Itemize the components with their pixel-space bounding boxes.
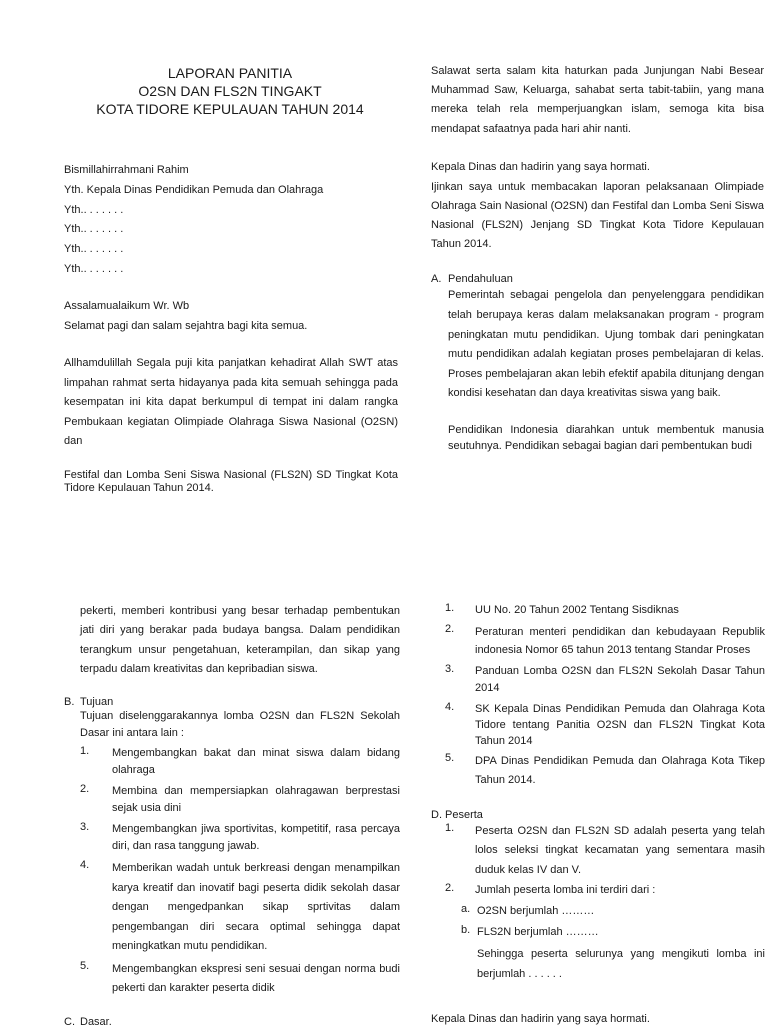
sub-list-item-text: FLS2N berjumlah ……… — [477, 925, 599, 938]
list-item — [80, 821, 400, 855]
section-b-marker: B. — [64, 696, 75, 709]
list-item-text: Mengembangkan ekspresi seni sesuai dengan norma budi pekerti dan karakter peserta didik — [112, 962, 400, 995]
title-line-3: KOTA TIDORE KEPULAUAN TAHUN 2014 — [96, 101, 364, 117]
dasar-list — [431, 602, 765, 790]
list-item-text: Jumlah peserta lomba ini terdiri dari : — [475, 883, 656, 896]
section-a-paragraph-2: Pendidikan Indonesia diarahkan untuk membentuk manusia seutuhnya. Pendidikan sebagai bagian dari pembentukan budi — [448, 423, 764, 452]
sub-list-item — [461, 903, 765, 920]
list-item-text: UU No. 20 Tahun 2002 Tentang Sisdiknas — [475, 604, 679, 616]
list-number: 2. — [80, 783, 90, 796]
list-item — [445, 663, 765, 697]
continuation-paragraph: pekerti, memberi kontribusi yang besar terhadap pembentukan jati diri yang berakar pada budaya bangsa. Dalam pendidikan terangkum unsur pengetahuan, keterampilan, dan sikap yang terpadu dalam kreativitas dan kepribadian siswa. — [80, 605, 400, 675]
salam-block — [64, 297, 398, 337]
section-b-title: Tujuan — [80, 696, 114, 709]
list-item-text: SK Kepala Dinas Pendidikan Pemuda dan Olahraga Kota Tidore tentang Panitia O2SN dan FLS2N Tingkat Kota Tahun 2014 — [475, 703, 765, 747]
list-item — [445, 822, 765, 880]
section-b-intro: Tujuan diselenggarakannya lomba O2SN dan FLS2N Sekolah Dasar ini antara lain : — [80, 710, 400, 740]
sub-list-item-text: O2SN berjumlah ……… — [477, 904, 595, 917]
section-a-title: Pendahuluan — [448, 273, 513, 286]
list-item — [80, 783, 400, 817]
list-item-text: Mengembangkan jiwa sportivitas, kompetitif, rasa percaya diri, dan rasa tanggung jawab. — [112, 823, 400, 853]
document-page-1 — [0, 0, 768, 512]
addressee-block — [64, 161, 398, 280]
salawat-paragraph: Salawat serta salam kita haturkan pada Junjungan Nabi Besear Muhammad Saw, Keluarga, sahabat serta tabit-tabiin, yang mana mereka telah rela memperjuangkan islam, semoga kita bisa mendapat safaatnya pada hari ahir nanti. — [431, 65, 764, 135]
list-number: 5. — [445, 752, 455, 764]
closing-salutation: Kepala Dinas dan hadirin yang saya hormati. — [431, 1012, 650, 1025]
title-line-1: LAPORAN PANITIA — [167, 65, 293, 81]
section-d-title: Peserta — [445, 809, 483, 821]
peserta-total: Sehingga peserta selurunya yang mengikuti lomba ini berjumlah . . . . . . — [477, 947, 765, 980]
salam: Assalamualaikum Wr. Wb — [64, 299, 190, 312]
list-item-text: Membina dan mempersiapkan olahragawan berprestasi sejak usia dini — [112, 785, 400, 815]
list-number: 3. — [80, 821, 90, 834]
section-c-marker: C. — [64, 1015, 75, 1028]
page1-left-column — [64, 64, 398, 494]
salam-greeting: Selamat pagi dan salam sejahtra bagi kita semua. — [64, 319, 308, 332]
peserta-list — [431, 822, 765, 984]
list-item-text: Peserta O2SN dan FLS2N SD adalah peserta yang telah lolos seleksi tingkat kecamatan yang sementara masih duduk kelas IV dan V. — [475, 825, 765, 876]
list-item — [445, 882, 765, 899]
list-item-text: Memberikan wadah untuk berkreasi dengan menampilkan karya kreatif dan inovatif bagi peserta didik sekolah dasar dengan mengedpankan sikap sprtivitas dalam pengembangan diri secara optimal sehingga dapat meningkatkan mutu pendidikan. — [112, 862, 400, 953]
section-a-heading — [431, 273, 764, 285]
list-number: 1. — [445, 822, 455, 834]
section-c-title: Dasar. — [80, 1015, 112, 1028]
list-number: 1. — [80, 745, 90, 758]
list-item — [80, 859, 400, 957]
sub-list-item — [461, 924, 765, 941]
sub-list-letter: a. — [461, 902, 471, 915]
list-item — [445, 602, 765, 619]
list-number: 4. — [445, 701, 455, 713]
addressee-line: Yth.. . . . . . . — [64, 262, 124, 275]
addressee-line: Yth.. . . . . . . — [64, 243, 124, 256]
list-item-text: Peraturan menteri pendidikan dan kebudayaan Republik indonesia Nomor 65 tahun 2013 tentang Standar Proses — [475, 626, 765, 656]
page2-left-column — [64, 602, 400, 1028]
section-c-heading — [64, 1016, 400, 1028]
page2-right-column — [431, 602, 765, 1024]
list-item-text: Mengembangkan bakat dan minat siswa dalam bidang olahraga — [112, 747, 400, 777]
list-number: 2. — [445, 623, 455, 635]
document-title — [62, 64, 398, 118]
section-d-marker: D. — [431, 809, 442, 821]
section-a-marker: A. — [431, 273, 442, 286]
section-b-heading — [64, 696, 400, 708]
list-number: 2. — [445, 881, 455, 894]
addressee-line: Yth.. . . . . . . — [64, 223, 124, 236]
page1-right-column — [431, 62, 764, 482]
section-d-heading — [431, 809, 765, 821]
list-item — [445, 752, 765, 790]
salutation: Kepala Dinas dan hadirin yang saya hormati. — [431, 160, 650, 173]
report-intro-paragraph: Ijinkan saya untuk membacakan laporan pelaksanaan Olimpiade Olahraga Sain Nasional (O2SN) dan Festifal dan Lomba Seni Siswa Nasional (FLS2N) Jenjang SD Tingkat Kota Tidore Kepulauan Tahun 2014. — [431, 180, 764, 251]
list-number: 1. — [445, 602, 455, 614]
title-line-2: O2SN DAN FLS2N TINGAKT — [138, 83, 322, 99]
list-item — [445, 623, 765, 659]
addressee-line: Yth.. . . . . . . — [64, 203, 124, 216]
list-number: 5. — [80, 959, 90, 972]
section-a-paragraph-1: Pemerintah sebagai pengelola dan penyelenggara pendidikan telah berupaya keras dalam melaksanakan program - program peningkatan mutu pendidikan. Ujung tombak dari peningkatan mutu pendidikan adalah kegiatan proses pembelajaran di kelas. Proses pembelajaran akan lebih efektif apabila ditunjang dengan kondisi kesehatan dan daya kreativitas siswa yang baik. — [448, 289, 764, 400]
sub-list-letter: b. — [461, 923, 471, 936]
list-number: 3. — [445, 663, 455, 675]
greeting: Bismillahirrahmani Rahim — [64, 164, 189, 176]
opening-paragraph-cont: Festifal dan Lomba Seni Siswa Nasional (FLS2N) SD Tingkat Kota Tidore Kepulauan Tahun 2014. — [64, 468, 398, 494]
opening-paragraph: Allhamdulillah Segala puji kita panjatkan kehadirat Allah SWT atas limpahan rahmat serta hidayanya pada kita semuah sehingga pada kesempatan ini kita dapat berkumpul di tempat ini dalam rangka Pembukaan kegiatan Olimpiade Olahraga Siswa Nasional (O2SN) dan — [64, 357, 398, 448]
addressee-line: Yth. Kepala Dinas Pendidikan Pemuda dan Olahraga — [64, 183, 324, 196]
tujuan-list — [64, 745, 400, 999]
list-item-text: Panduan Lomba O2SN dan FLS2N Sekolah Dasar Tahun 2014 — [475, 665, 765, 694]
list-item — [80, 745, 400, 779]
list-item-text: DPA Dinas Pendidikan Pemuda dan Olahraga Kota Tikep Tahun 2014. — [475, 755, 765, 786]
document-page-2 — [0, 512, 768, 1028]
list-item — [445, 701, 765, 749]
list-number: 4. — [80, 859, 90, 872]
list-item — [80, 960, 400, 999]
